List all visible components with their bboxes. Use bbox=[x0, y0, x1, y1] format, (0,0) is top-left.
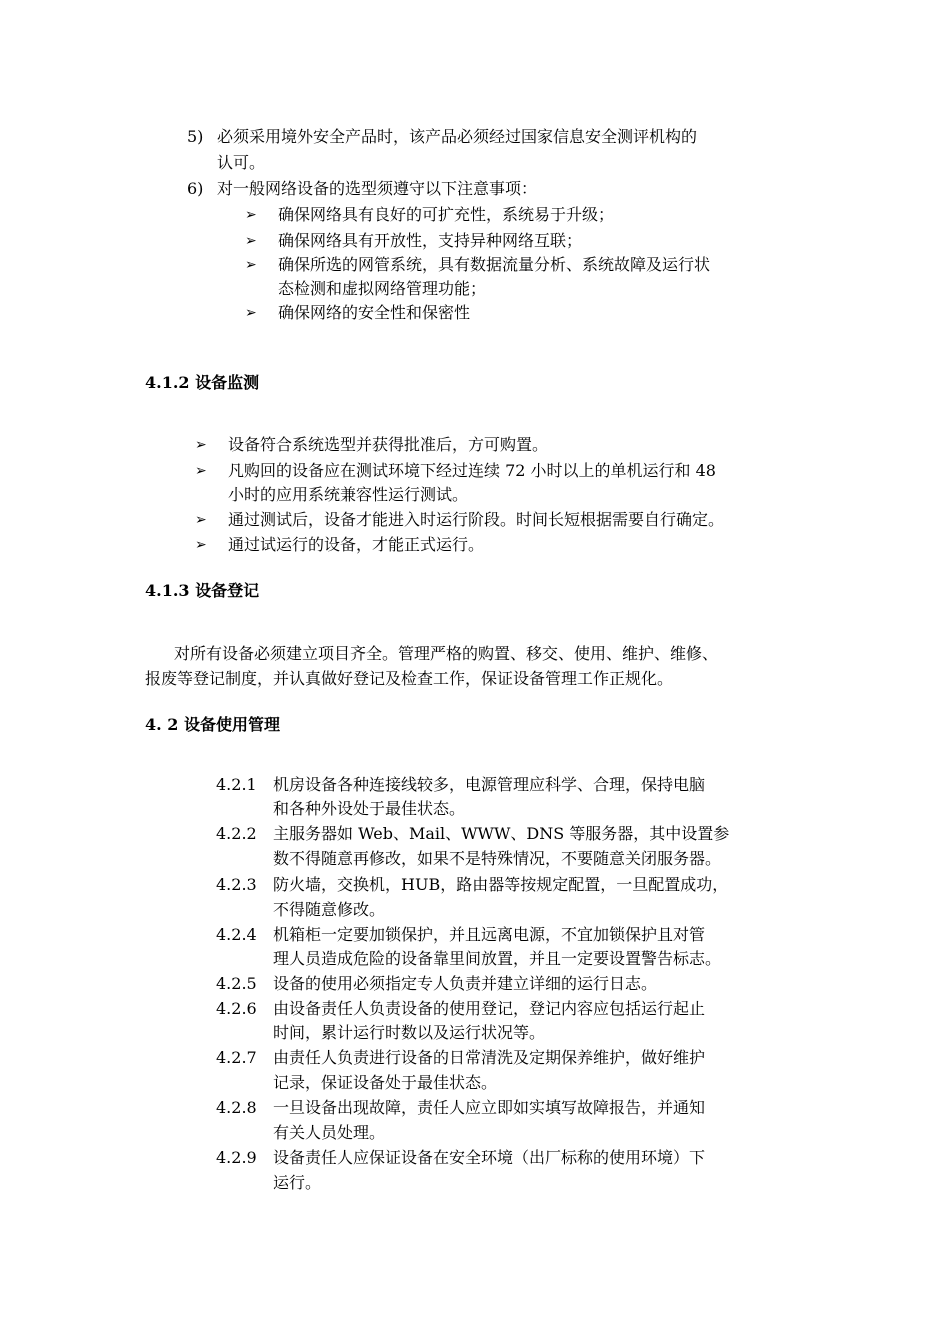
item-line: 由设备责任人负责设备的使用登记，登记内容应包括运行起止 bbox=[273, 999, 706, 1018]
bullet-line: 确保网络具有开放性，支持异种网络互联； bbox=[278, 231, 583, 250]
arrow-bullet-icon: ➢ bbox=[195, 463, 207, 479]
item-line: 防火墙，交换机，HUB，路由器等按规定配置，一旦配置成功， bbox=[273, 875, 729, 894]
item-number: 4.2.2 bbox=[216, 824, 257, 843]
arrow-bullet-icon: ➢ bbox=[245, 233, 257, 249]
arrow-bullet-icon: ➢ bbox=[245, 257, 257, 273]
bullet-line: 通过试运行的设备，才能正式运行。 bbox=[228, 535, 485, 554]
item-line: 设备的使用必须指定专人负责并建立详细的运行日志。 bbox=[273, 974, 658, 993]
bullet-line: 小时的应用系统兼容性运行测试。 bbox=[228, 485, 469, 504]
item-line: 记录，保证设备处于最佳状态。 bbox=[273, 1073, 498, 1092]
bullet-line: 确保网络的安全性和保密性 bbox=[278, 303, 471, 322]
list-number: 5) bbox=[187, 127, 204, 146]
item-number: 4.2.3 bbox=[216, 875, 257, 894]
list-item-line: 必须采用境外安全产品时，该产品必须经过国家信息安全测评机构的 bbox=[217, 127, 698, 146]
item-number: 4.2.1 bbox=[216, 775, 257, 794]
item-line: 运行。 bbox=[273, 1173, 322, 1192]
item-number: 4.2.9 bbox=[216, 1148, 257, 1167]
bullet-line: 通过测试后，设备才能进入时运行阶段。时间长短根据需要自行确定。 bbox=[228, 510, 725, 529]
item-line: 理人员造成危险的设备靠里间放置，并且一定要设置警告标志。 bbox=[273, 949, 722, 968]
item-number: 4.2.4 bbox=[216, 925, 257, 944]
item-line: 设备责任人应保证设备在安全环境（出厂标称的使用环境）下 bbox=[273, 1148, 706, 1167]
list-number: 6) bbox=[187, 179, 204, 198]
item-number: 4.2.6 bbox=[216, 999, 257, 1018]
arrow-bullet-icon: ➢ bbox=[245, 207, 257, 223]
bullet-line: 态检测和虚拟网络管理功能； bbox=[278, 279, 487, 298]
item-number: 4.2.8 bbox=[216, 1098, 257, 1117]
item-line: 和各种外设处于最佳状态。 bbox=[273, 799, 466, 818]
paragraph-line: 报废等登记制度，并认真做好登记及检查工作，保证设备管理工作正规化。 bbox=[145, 669, 674, 688]
arrow-bullet-icon: ➢ bbox=[195, 512, 207, 528]
section-heading-4-1-2: 4.1.2 设备监测 bbox=[145, 373, 260, 392]
section-heading-4-2: 4. 2 设备使用管理 bbox=[145, 715, 280, 734]
item-line: 数不得随意再修改，如果不是特殊情况，不要随意关闭服务器。 bbox=[273, 849, 722, 868]
item-line: 由责任人负责进行设备的日常清洗及定期保养维护，做好维护 bbox=[273, 1048, 706, 1067]
arrow-bullet-icon: ➢ bbox=[245, 305, 257, 321]
bullet-line: 凡购回的设备应在测试环境下经过连续 72 小时以上的单机运行和 48 bbox=[228, 461, 716, 480]
bullet-line: 确保所选的网管系统，具有数据流量分析、系统故障及运行状 bbox=[278, 255, 711, 274]
arrow-bullet-icon: ➢ bbox=[195, 537, 207, 553]
bullet-line: 确保网络具有良好的可扩充性，系统易于升级； bbox=[278, 205, 615, 224]
list-item-line: 对一般网络设备的选型须遵守以下注意事项： bbox=[217, 179, 538, 198]
item-line: 时间，累计运行时数以及运行状况等。 bbox=[273, 1023, 546, 1042]
section-heading-4-1-3: 4.1.3 设备登记 bbox=[145, 581, 260, 600]
item-line: 机房设备各种连接线较多，电源管理应科学、合理，保持电脑 bbox=[273, 775, 706, 794]
item-line: 机箱柜一定要加锁保护，并且远离电源，不宜加锁保护且对管 bbox=[273, 925, 706, 944]
bullet-line: 设备符合系统选型并获得批准后，方可购置。 bbox=[228, 435, 549, 454]
item-line: 不得随意修改。 bbox=[273, 900, 386, 919]
item-line: 一旦设备出现故障，责任人应立即如实填写故障报告，并通知 bbox=[273, 1098, 706, 1117]
paragraph-line: 对所有设备必须建立项目齐全。管理严格的购置、移交、使用、维护、维修、 bbox=[174, 644, 719, 663]
item-number: 4.2.7 bbox=[216, 1048, 257, 1067]
arrow-bullet-icon: ➢ bbox=[195, 437, 207, 453]
item-number: 4.2.5 bbox=[216, 974, 257, 993]
list-item-line: 认可。 bbox=[217, 153, 266, 172]
item-line: 有关人员处理。 bbox=[273, 1123, 386, 1142]
item-line: 主服务器如 Web、Mail、WWW、DNS 等服务器，其中设置参 bbox=[273, 824, 730, 843]
